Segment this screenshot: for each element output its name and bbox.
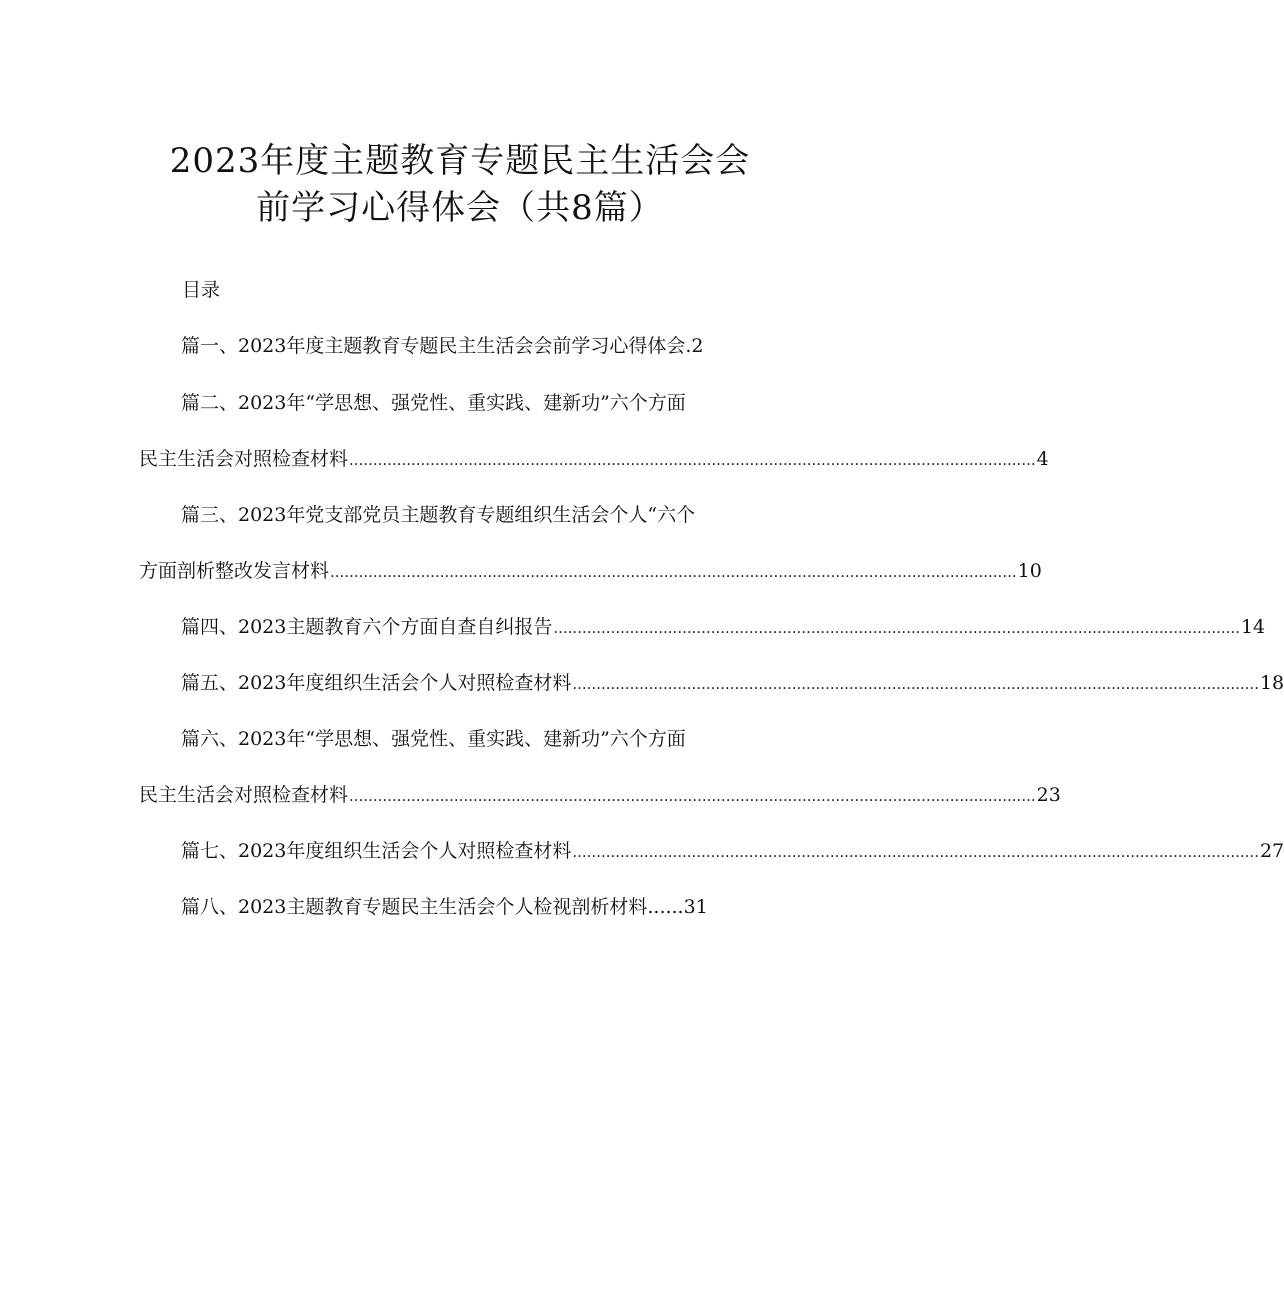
toc-entry-leader: ......	[647, 896, 684, 918]
document-title-line-1: 2023年度主题教育专题民主生活会会	[169, 141, 751, 181]
toc-entry-page: 31	[683, 896, 708, 918]
toc-dot-leader: ................................................................................................................................................	[572, 675, 1259, 693]
toc-entry-title: 篇七、2023年度组织生活会个人对照检查材料	[181, 840, 572, 862]
toc-entry-1[interactable]	[181, 332, 704, 360]
toc-entry-7[interactable]	[181, 837, 1284, 865]
toc-entry-title-continued: 民主生活会对照检查材料	[139, 448, 349, 470]
toc-entry-3[interactable]	[181, 501, 730, 529]
toc-entry-title: 篇八、2023主题教育专题民主生活会个人检视剖析材料	[181, 896, 648, 918]
toc-dot-leader: ................................................................................................................................................	[349, 451, 1036, 469]
toc-entry-title: 篇四、2023主题教育六个方面自查自纠报告	[181, 616, 553, 638]
toc-entry-title-continued: 方面剖析整改发言材料	[139, 560, 330, 582]
toc-entry-page: 14	[1240, 616, 1266, 638]
toc-heading: 目录	[182, 279, 221, 301]
toc-entry-page: 10	[1017, 560, 1042, 582]
toc-entry-page: 18	[1259, 672, 1284, 694]
toc-dot-leader: ................................................................................................................................................	[330, 563, 1017, 581]
toc-dot-leader: ................................................................................................................................................	[572, 843, 1259, 861]
toc-entry-page: 2	[691, 335, 704, 357]
toc-entry-2-continued[interactable]	[139, 445, 1049, 473]
toc-entry-title: 篇二、2023年“学思想、强党性、重实践、建新功”六个方面	[181, 392, 686, 414]
toc-entry-title: 篇六、2023年“学思想、强党性、重实践、建新功”六个方面	[181, 728, 686, 750]
toc-entry-2[interactable]	[181, 389, 730, 417]
toc-entry-page: 4	[1036, 448, 1049, 470]
toc-entry-page: 23	[1036, 784, 1061, 806]
toc-entry-title: 篇三、2023年党支部党员主题教育专题组织生活会个人“六个	[181, 504, 696, 526]
toc-dot-leader: ................................................................................................................................................	[349, 787, 1036, 805]
toc-dot-leader: ................................................................................................................................................	[553, 619, 1240, 637]
toc-entry-6[interactable]	[181, 725, 730, 753]
document-title-line-2: 前学习心得体会（共8篇）	[256, 188, 664, 228]
toc-entry-8[interactable]	[181, 893, 708, 921]
toc-entry-6-continued[interactable]	[139, 781, 1061, 809]
toc-entry-title-continued: 民主生活会对照检查材料	[139, 784, 349, 806]
toc-entry-5[interactable]	[181, 669, 1284, 697]
toc-entry-title: 篇一、2023年度主题教育专题民主生活会会前学习心得体会	[181, 335, 686, 357]
toc-entry-leader: .	[685, 335, 692, 357]
toc-entry-3-continued[interactable]	[139, 557, 1042, 585]
toc-entry-title: 篇五、2023年度组织生活会个人对照检查材料	[181, 672, 572, 694]
toc-entry-page: 27	[1259, 840, 1284, 862]
toc-entry-4[interactable]	[181, 613, 1266, 641]
